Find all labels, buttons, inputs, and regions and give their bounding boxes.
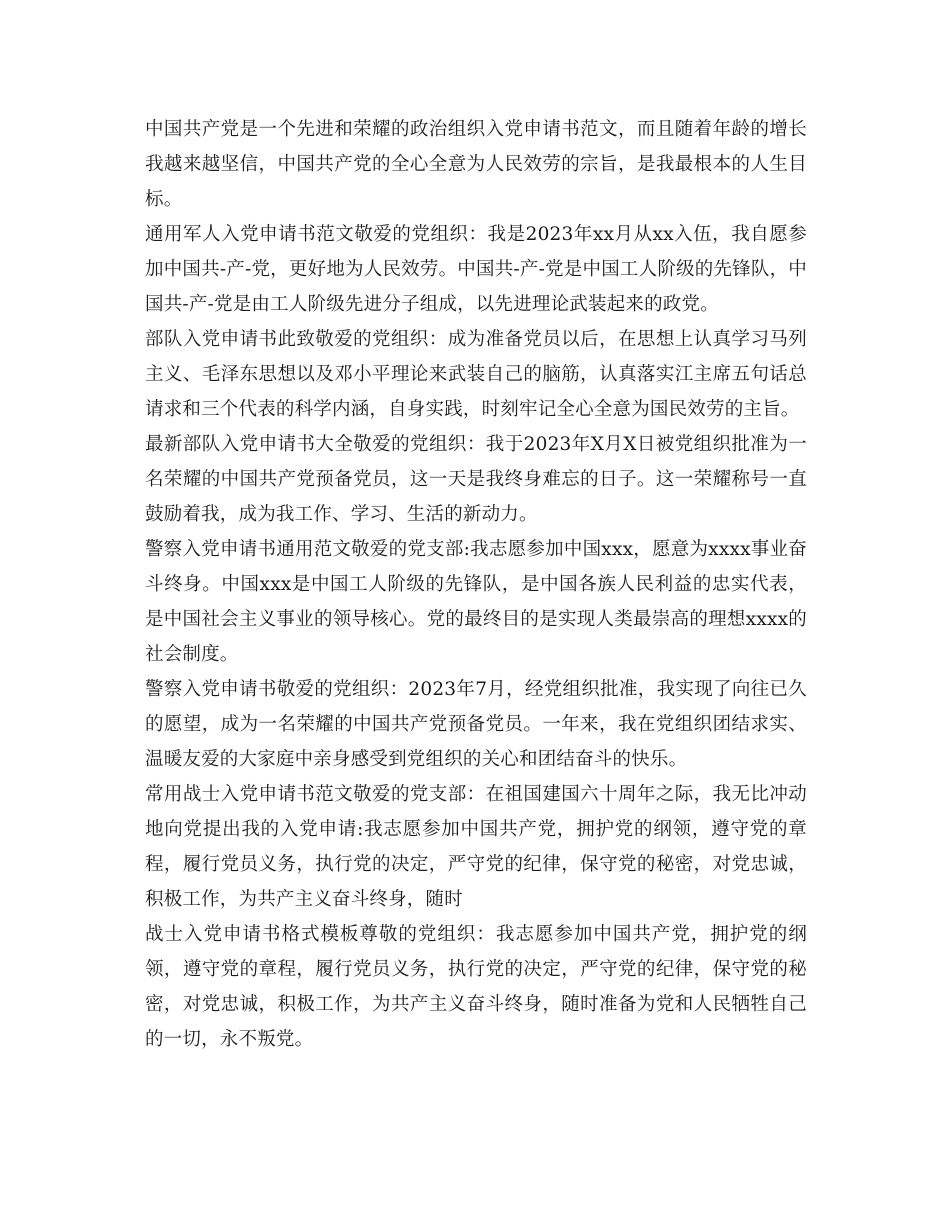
paragraph: 战士入党申请书格式模板尊敬的党组织：我志愿参加中国共产党，拥护党的纲领，遵守党的章程，履行党员义务，执行党的决定，严守党的纪律，保守党的秘密，对党忠诚，积极工作，为共产主义奋斗终身，随时准备为党和人民牺牲自己的一切，永不叛党。 xyxy=(145,924,807,1050)
paragraph: 部队入党申请书此致敬爱的党组织：成为准备党员以后，在思想上认真学习马列主义、毛泽东思想以及邓小平理论来武装自己的脑筋，认真落实江主席五句话总请求和三个代表的科学内涵，自身实践，时刻牢记全心全意为国民效劳的主旨。 xyxy=(145,329,807,420)
paragraph: 中国共产党是一个先进和荣耀的政治组织入党申请书范文，而且随着年龄的增长我越来越坚信，中国共产党的全心全意为人民效劳的宗旨，是我最根本的人生目标。 xyxy=(145,119,807,210)
document-body xyxy=(145,112,807,1057)
paragraph: 常用战士入党申请书范文敬爱的党支部：在祖国建国六十周年之际，我无比冲动地向党提出我的入党申请:我志愿参加中国共产党，拥护党的纲领，遵守党的章程，履行党员义务，执行党的决定，严守党的纪律，保守党的秘密，对党忠诚，积极工作，为共产主义奋斗终身，随时 xyxy=(145,784,807,910)
paragraph: 最新部队入党申请书大全敬爱的党组织：我于2023年X月X日被党组织批准为一名荣耀的中国共产党预备党员，这一天是我终身难忘的日子。这一荣耀称号一直鼓励着我，成为我工作、学习、生活的新动力。 xyxy=(145,434,807,525)
paragraph: 警察入党申请书敬爱的党组织：2023年7月，经党组织批准，我实现了向往已久的愿望，成为一名荣耀的中国共产党预备党员。一年来，我在党组织团结求实、温暖友爱的大家庭中亲身感受到党组织的关心和团结奋斗的快乐。 xyxy=(145,679,807,770)
paragraph: 通用军人入党申请书范文敬爱的党组织：我是2023年xx月从xx入伍，我自愿参加中国共-产-党，更好地为人民效劳。中国共-产-党是中国工人阶级的先锋队，中国共-产-党是由工人阶级先进分子组成，以先进理论武装起来的政党。 xyxy=(145,224,807,315)
paragraph: 警察入党申请书通用范文敬爱的党支部:我志愿参加中国xxx，愿意为xxxx事业奋斗终身。中国xxx是中国工人阶级的先锋队，是中国各族人民利益的忠实代表，是中国社会主义事业的领导核心。党的最终目的是实现人类最崇高的理想xxxx的社会制度。 xyxy=(145,539,807,665)
